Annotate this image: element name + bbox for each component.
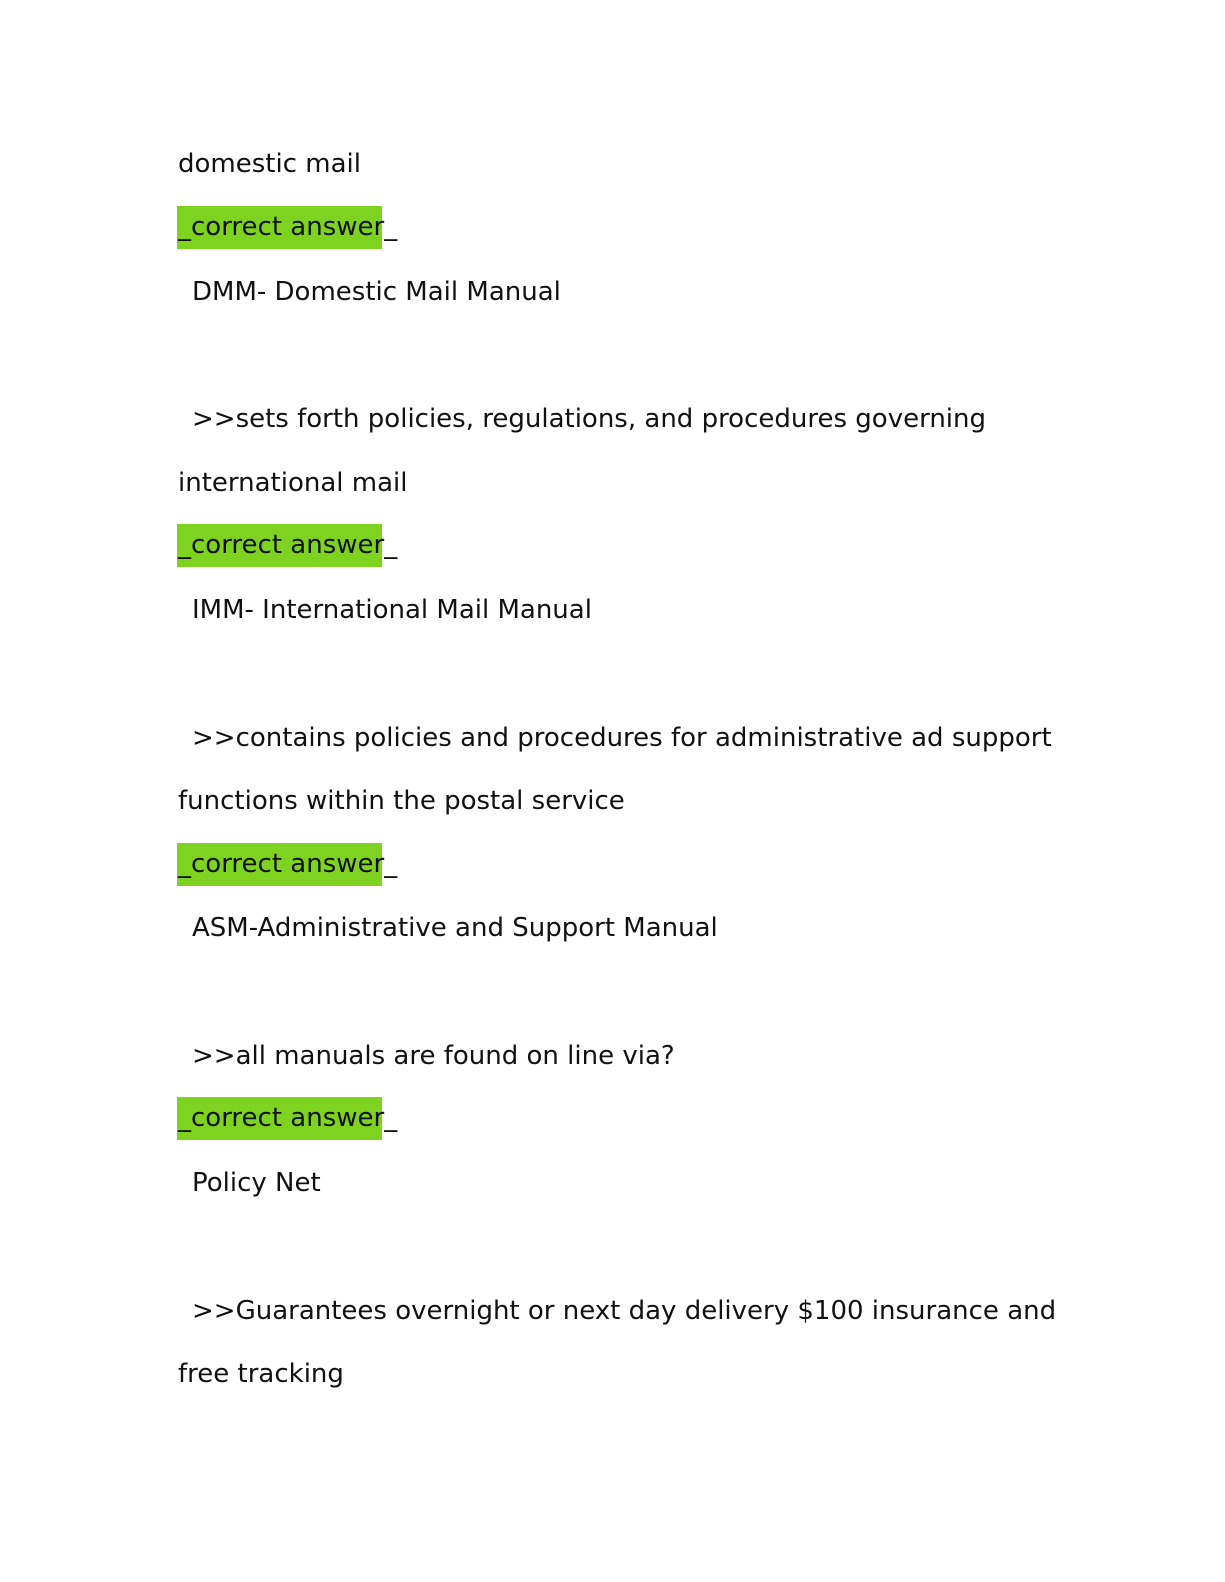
answer-text: ASM-Administrative and Support Manual [192, 913, 718, 943]
answer-text: Policy Net [192, 1168, 321, 1198]
correct-answer-label: _correct answer_ [177, 524, 382, 567]
question-text: >>Guarantees overnight or next day delivery $100 insurance and [192, 1296, 1057, 1326]
question-text-continued: international mail [178, 468, 408, 498]
answer-text: DMM- Domestic Mail Manual [192, 277, 561, 307]
correct-answer-label: _correct answer_ [177, 843, 382, 886]
answer-text: IMM- International Mail Manual [192, 595, 592, 625]
correct-answer-label: _correct answer_ [177, 206, 382, 249]
question-text-continued: free tracking [178, 1359, 344, 1389]
question-text-continued: functions within the postal service [178, 786, 625, 816]
question-text: domestic mail [178, 149, 361, 179]
question-text: >>all manuals are found on line via? [192, 1041, 675, 1071]
question-text: >>contains policies and procedures for administrative ad support [192, 723, 1052, 753]
question-text: >>sets forth policies, regulations, and procedures governing [192, 404, 987, 434]
correct-answer-label: _correct answer_ [177, 1097, 382, 1140]
